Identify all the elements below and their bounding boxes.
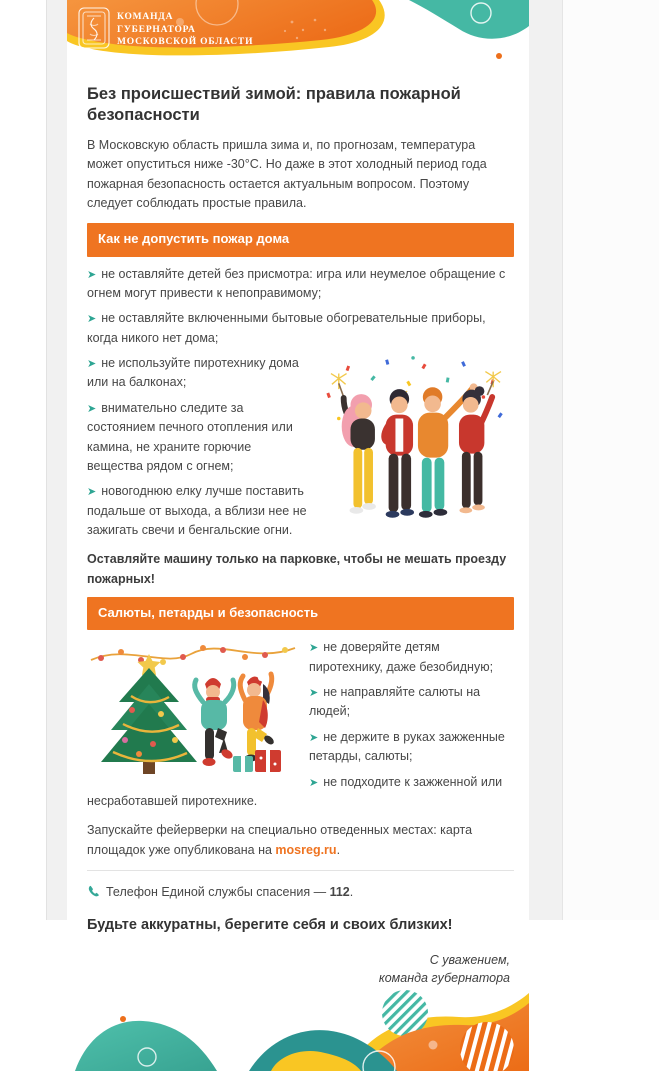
bullet-arrow-icon: ➤: [87, 486, 97, 499]
bullet-text: не используйте пиротехнику дома или на балконах;: [87, 356, 299, 390]
person-red-shirt: [384, 389, 414, 518]
email-body: [67, 62, 529, 993]
parking-note: Оставляйте машину только на парковке, чтобы не мешать проезду пожарных!: [87, 552, 507, 586]
bullet-text: не направляйте салюты на людей;: [309, 685, 481, 719]
bullet-arrow-icon: ➤: [87, 358, 97, 371]
section1-wrap: [87, 354, 514, 546]
brand-lockup: [117, 11, 253, 49]
mosreg-link[interactable]: mosreg.ru: [275, 842, 337, 857]
fireworks-outro: [87, 821, 514, 860]
phone-icon: [87, 885, 100, 898]
brand-line-3: МОСКОВСКОЙ ОБЛАСТИ: [117, 37, 254, 48]
person-red-top: [459, 386, 492, 513]
bullet-text: не оставляйте детей без присмотра: игра или неумелое обращение с огнем могут привести к непоправимому;: [87, 266, 506, 300]
outro-text: Запускайте фейерверки на специально отведенных местах: карта площадок уже опубликована на: [87, 823, 473, 857]
tree: [101, 654, 197, 774]
emergency-phone-line: [87, 883, 514, 902]
outro-suffix: .: [336, 842, 341, 857]
gift-boxes: [233, 750, 281, 772]
bullet-arrow-icon: ➤: [87, 268, 97, 281]
section1-heading-banner: Как не допустить пожар дома: [87, 223, 514, 256]
dancing-man: [195, 675, 235, 766]
signature-line-2: команда губернатора: [378, 971, 510, 985]
person-pink-hair: [342, 394, 376, 514]
brand-line-2: ГУБЕРНАТОРА: [117, 24, 196, 35]
bullet-text: не держите в руках зажженные петарды, салюты;: [309, 729, 505, 764]
sparkler-right: [485, 372, 501, 388]
bullet-text: внимательно следите за состоянием печного отопления или камина, не храните горючие вещества рядом с огнем;: [87, 400, 293, 473]
email-gutter-right: [529, 0, 562, 920]
bullet-arrow-icon: ➤: [309, 731, 319, 744]
bullet-text: не подходите к зажженной или несработавшей пиротехнике.: [87, 774, 503, 808]
bullet-arrow-icon: ➤: [309, 687, 319, 700]
page-title: Без происшествий зимой: правила пожарной безопасности: [87, 85, 461, 125]
bullet-text: не оставляйте включенными бытовые обогревательные приборы, когда никого нет дома;: [87, 311, 486, 345]
email-gutter-left: [47, 0, 67, 920]
bullet-arrow-icon: ➤: [309, 642, 319, 655]
phone-number: 112: [329, 885, 350, 900]
email-footer: [67, 993, 529, 1071]
intro-paragraph: В Московскую область пришла зима и, по прогнозам, температура может опуститься ниже -30°С. Но даже в этот холодный период года пожарная безопасность остается актуальным вопросом. Поэтому следует соблюдать простые правила.: [87, 137, 487, 210]
divider: [87, 870, 514, 871]
sparklers-illustration: [316, 354, 514, 526]
footer-wave-art: [67, 993, 529, 1071]
email-card: [67, 0, 529, 985]
signature: [87, 951, 510, 987]
phone-suffix: .: [349, 885, 354, 900]
signature-line-1: С уважением,: [429, 952, 510, 967]
bullet-arrow-icon: ➤: [87, 313, 97, 326]
christmas-tree-illustration: [87, 640, 299, 780]
list-item: [87, 265, 514, 304]
list-item: [87, 309, 514, 348]
bullet-text: не доверяйте детям пиротехнику, даже безобидную;: [309, 640, 494, 674]
bullet-arrow-icon: ➤: [87, 402, 97, 415]
section2-wrap: [87, 638, 514, 817]
bullet-arrow-icon: ➤: [309, 776, 319, 789]
section2-heading-banner: Салюты, петарды и безопасность: [87, 597, 514, 630]
left-margin: [0, 0, 47, 920]
sparkler-left: [331, 374, 347, 390]
phone-prefix: Телефон Единой службы спасения —: [106, 885, 330, 900]
brand-line-1: КОМАНДА: [117, 12, 174, 22]
bullet-text: новогоднюю елку лучше поставить подальше от выхода, а вблизи нее не зажигать свечи и бенгальские огни.: [87, 484, 307, 538]
closing-message: Будьте аккуратны, берегите себя и своих близких!: [87, 917, 453, 934]
right-margin: [562, 0, 659, 920]
dancing-woman: [240, 666, 280, 762]
email-header: [67, 0, 529, 62]
